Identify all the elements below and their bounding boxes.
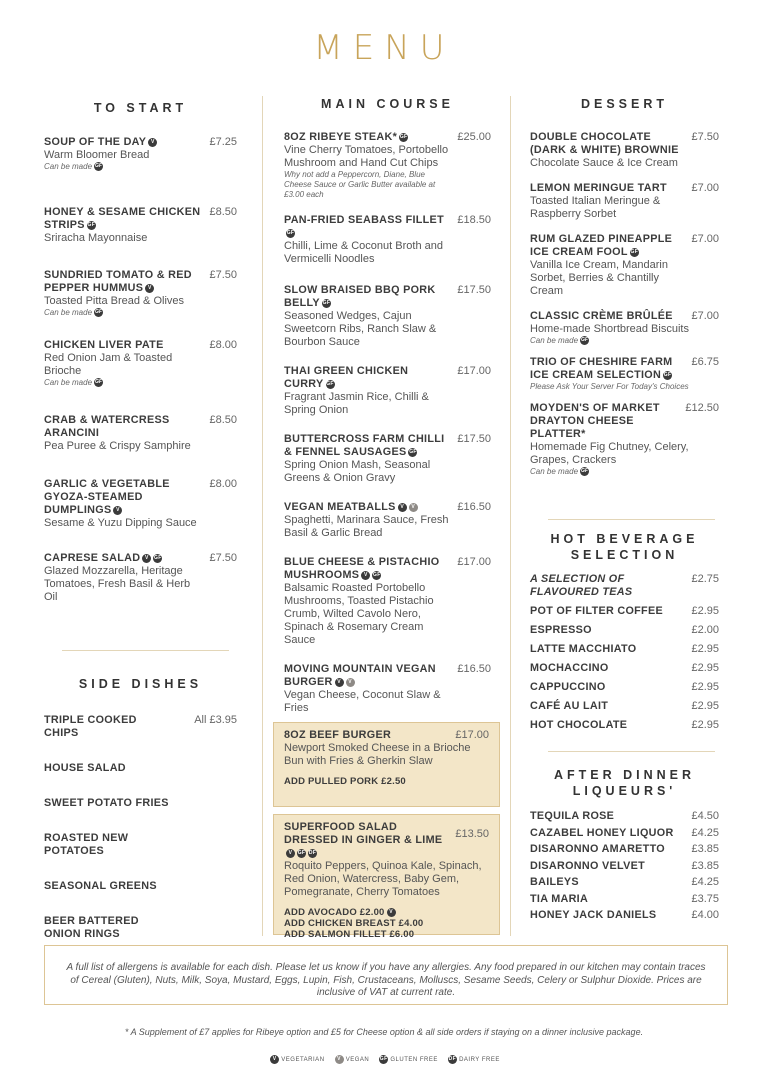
- item-description: Vine Cherry Tomatoes, Portobello Mushroom and Hand Cut Chips: [284, 144, 449, 169]
- side-dish-item: SEASONAL GREENS: [44, 880, 157, 892]
- dessert-list: [530, 131, 719, 477]
- liqueur-price: £4.50: [691, 810, 719, 822]
- menu-item: [530, 402, 719, 477]
- item-price: £16.50: [457, 663, 491, 675]
- gluten-free-badge-icon: GF: [95, 163, 102, 170]
- addon-item: [284, 776, 489, 787]
- item-description: Roquito Peppers, Quinoa Kale, Spinach, Red Onion, Watercress, Baby Gem, Pomegranate, Cherry Tomatoes: [284, 860, 482, 898]
- item-name: [44, 478, 204, 517]
- liqueur-price: £4.25: [691, 876, 719, 888]
- beef-burger-box: [273, 722, 500, 807]
- item-price: £7.50: [209, 269, 237, 281]
- item-price: £18.50: [457, 214, 491, 226]
- addon-item: [284, 907, 489, 918]
- allergen-notice-text: A full list of allergens is available for each dish. Please let us know if you have any allergies. Any food prepared in our kitchen may contain traces of Cereal (Gluten), Nuts, Milk, Soya, Mustard, Eggs, Lupin, Fish, Crustaceans, Molluscs, Sesame Seeds, Celery or Sulphur Dioxide. Prices are inclusive of VAT at current rate.: [66, 962, 706, 998]
- item-name-text: TRIO OF CHESHIRE FARM ICE CREAM SELECTION: [530, 356, 673, 381]
- legend-label: DAIRY FREE: [456, 1057, 500, 1064]
- beverage-price: £2.95: [691, 605, 719, 617]
- allergen-notice: [44, 945, 728, 1005]
- item-name-text: PAN-FRIED SEABASS FILLET: [284, 214, 444, 226]
- menu-item: [284, 365, 491, 417]
- side-dishes-price: All £3.95: [194, 714, 237, 726]
- item-price: £8.00: [209, 478, 237, 490]
- side-dish-item: HOUSE SALAD: [44, 762, 126, 774]
- item-description: Warm Bloomer Bread: [44, 149, 150, 161]
- gluten-free-badge-icon: GF: [379, 1056, 388, 1062]
- beverage-name: POT OF FILTER COFFEE: [530, 605, 663, 617]
- item-name-text: DOUBLE CHOCOLATE (DARK & WHITE) BROWNIE: [530, 131, 679, 156]
- liqueur-price: £3.85: [691, 843, 719, 855]
- vegetarian-badge-icon: V: [145, 284, 154, 293]
- legend-item: [377, 1057, 438, 1063]
- item-name-text: BLUE CHEESE & PISTACHIO MUSHROOMS: [284, 556, 440, 581]
- item-description: Sriracha Mayonnaise: [44, 232, 148, 244]
- vegan-badge-icon: V: [346, 678, 355, 687]
- beverage-name: MOCHACCINO: [530, 662, 609, 674]
- item-name: [284, 729, 449, 742]
- item-price: £7.50: [209, 552, 237, 564]
- item-description: Seasoned Wedges, Cajun Sweetcorn Ribs, Ranch Slaw & Bourbon Sauce: [284, 310, 437, 348]
- beverage-name: ESPRESSO: [530, 624, 592, 636]
- item-price: £8.00: [209, 339, 237, 351]
- beverage-price: £2.95: [691, 719, 719, 731]
- liqueur-item: [530, 843, 719, 860]
- beverage-price: £2.95: [691, 700, 719, 712]
- vegetarian-badge-icon: V: [335, 678, 344, 687]
- addon-item: [284, 918, 489, 929]
- main-course-list: [284, 131, 491, 715]
- beverage-price: £2.00: [691, 624, 719, 636]
- item-name-text: SOUP OF THE DAY: [44, 136, 147, 148]
- vegetarian-badge-icon: V: [113, 506, 122, 515]
- gluten-free-badge-icon: GF: [373, 571, 381, 578]
- gluten-free-badge-icon: GF: [409, 448, 417, 455]
- menu-item: [44, 339, 237, 388]
- item-name: [284, 501, 449, 514]
- beverage-item: [530, 719, 719, 738]
- item-note: [530, 336, 690, 346]
- item-price: £25.00: [457, 131, 491, 143]
- vegetarian-badge-icon: V: [398, 503, 407, 512]
- menu-item: [44, 478, 237, 530]
- item-description: Vanilla Ice Cream, Mandarin Sorbet, Berries & Chantilly Cream: [530, 259, 668, 297]
- item-description: Chocolate Sauce & Ice Cream: [530, 157, 678, 169]
- item-name: [284, 214, 449, 240]
- item-description: Homemade Fig Chutney, Celery, Grapes, Crackers: [530, 441, 689, 466]
- item-description: Newport Smoked Cheese in a Brioche Bun with Fries & Gherkin Slaw: [284, 742, 471, 767]
- item-name-text: VEGAN MEATBALLS: [284, 501, 396, 513]
- liqueur-item: [530, 909, 719, 926]
- beverage-item: [530, 643, 719, 662]
- item-price: £17.50: [457, 433, 491, 445]
- beverage-price: £2.75: [691, 573, 719, 585]
- addon-text: ADD CHICKEN BREAST £4.00: [284, 918, 424, 929]
- item-name: [530, 402, 690, 441]
- item-price: £8.50: [209, 206, 237, 218]
- item-name-text: MOYDEN'S OF MARKET DRAYTON CHEESE PLATTER*: [530, 402, 660, 440]
- beverage-price: £2.95: [691, 681, 719, 693]
- item-price: £7.25: [209, 136, 237, 148]
- item-price: £8.50: [209, 414, 237, 426]
- item-name-text: MOVING MOUNTAIN VEGAN BURGER: [284, 663, 436, 688]
- item-name: [284, 821, 449, 860]
- item-description: Toasted Italian Meringue & Raspberry Sorbet: [530, 195, 661, 220]
- beverage-price: £2.95: [691, 643, 719, 655]
- gluten-free-badge-icon: GF: [95, 309, 102, 316]
- beverage-name: CAPPUCCINO: [530, 681, 606, 693]
- item-name: [44, 136, 204, 149]
- dietary-legend: [0, 1055, 768, 1064]
- item-note-text: Can be made: [530, 336, 579, 345]
- item-description: Balsamic Roasted Portobello Mushrooms, Toasted Pistachio Crumb, Wilted Cavolo Nero, Spinach & Rosemary Cream Sauce: [284, 582, 434, 646]
- item-note-text: Can be made: [530, 467, 579, 476]
- liqueur-name: HONEY JACK DANIELS: [530, 909, 657, 921]
- page-title: MENU: [313, 28, 455, 68]
- menu-item: [284, 214, 491, 266]
- item-price: £17.50: [457, 284, 491, 296]
- item-name: [44, 269, 204, 295]
- gluten-free-badge-icon: GF: [399, 133, 408, 140]
- menu-item: [530, 182, 719, 221]
- superfood-salad-box: [273, 814, 500, 940]
- item-name: [44, 414, 204, 440]
- item-name-text: HONEY & SESAME CHICKEN STRIPS: [44, 206, 201, 231]
- gluten-free-badge-icon: GF: [663, 371, 672, 378]
- item-price: £17.00: [457, 556, 491, 568]
- liqueur-item: [530, 860, 719, 877]
- item-name-text: BUTTERCROSS FARM CHILLI & FENNEL SAUSAGES: [284, 433, 445, 458]
- liqueur-name: DISARONNO VELVET: [530, 859, 645, 872]
- beverage-item: [530, 681, 719, 700]
- menu-item: [284, 501, 491, 540]
- liqueur-price: £4.00: [691, 909, 719, 921]
- legend-item: [446, 1057, 500, 1063]
- liqueur-price: £3.75: [691, 892, 719, 905]
- item-name: [44, 552, 204, 565]
- dairy-free-badge-icon: DF: [448, 1056, 457, 1062]
- menu-item: [530, 356, 719, 392]
- addons: [284, 776, 489, 787]
- section-heading-to-start: TO START: [93, 101, 188, 115]
- gluten-free-badge-icon: GF: [322, 299, 331, 306]
- item-name-text: CRAB & WATERCRESS ARANCINI: [44, 414, 170, 439]
- liqueur-price: £4.25: [691, 826, 719, 839]
- beverage-item: [530, 700, 719, 719]
- section-heading-dessert: DESSERT: [580, 97, 669, 111]
- liqueur-price: £3.85: [691, 859, 719, 872]
- beverage-item: [530, 605, 719, 624]
- gluten-free-badge-icon: GF: [297, 849, 306, 856]
- menu-item: [284, 556, 491, 647]
- vegetarian-badge-icon: V: [142, 554, 151, 563]
- gluten-free-badge-icon: GF: [154, 554, 162, 561]
- vegan-badge-icon: V: [409, 503, 418, 512]
- item-note-text: Can be made: [44, 162, 93, 171]
- hot-beverage-section: [530, 531, 719, 738]
- item-price: £12.50: [685, 402, 719, 414]
- liqueur-name: TIA MARIA: [530, 892, 589, 905]
- beverage-price: £2.95: [691, 662, 719, 674]
- beverage-name: A SELECTION OF FLAVOURED TEAS: [530, 573, 633, 598]
- menu-item: [44, 136, 237, 172]
- item-price: £7.00: [691, 182, 719, 194]
- item-price: £13.50: [455, 828, 489, 840]
- addon-text: ADD PULLED PORK £2.50: [284, 776, 406, 787]
- item-note-text: Please Ask Your Server For Today's Choices: [530, 382, 689, 391]
- gluten-free-badge-icon: GF: [95, 379, 102, 386]
- vegetarian-badge-icon: V: [286, 849, 295, 858]
- addon-text: ADD SALMON FILLET £6.00: [284, 929, 415, 940]
- dairy-free-badge-icon: DF: [308, 849, 317, 856]
- item-name-text: 8OZ RIBEYE STEAK*: [284, 131, 398, 143]
- item-note: [530, 382, 690, 392]
- beverage-item: [530, 624, 719, 643]
- side-dish-item: ROASTED NEW POTATOES: [44, 832, 129, 857]
- to-start-list: [44, 136, 237, 604]
- liqueur-name: CAZABEL HONEY LIQUOR: [530, 826, 674, 839]
- item-note-text: Can be made: [44, 308, 93, 317]
- legend-item: [333, 1057, 370, 1063]
- hot-beverage-divider: [548, 519, 715, 520]
- menu-item: [284, 284, 491, 349]
- item-description: Red Onion Jam & Toasted Brioche: [44, 352, 173, 377]
- menu-item: [44, 552, 237, 604]
- item-name-text: SUNDRIED TOMATO & RED PEPPER HUMMUS: [44, 269, 192, 294]
- item-price: £6.75: [691, 356, 719, 368]
- menu-item: [44, 269, 237, 318]
- item-name: [284, 556, 449, 582]
- gluten-free-badge-icon: GF: [326, 380, 334, 387]
- item-name: [530, 233, 690, 259]
- item-name: [284, 284, 449, 310]
- liqueur-name: DISARONNO AMARETTO: [530, 843, 665, 855]
- liqueur-item: [530, 810, 719, 827]
- item-note: [284, 170, 449, 200]
- item-name: [530, 310, 690, 323]
- item-name: [284, 365, 449, 391]
- gluten-free-badge-icon: GF: [87, 221, 96, 228]
- item-description: Spaghetti, Marinara Sauce, Fresh Basil & Garlic Bread: [284, 514, 449, 539]
- item-name: [284, 663, 449, 689]
- beverage-name: LATTE MACCHIATO: [530, 643, 637, 655]
- gluten-free-badge-icon: GF: [581, 337, 588, 344]
- liqueurs-divider: [548, 751, 715, 752]
- menu-item: [44, 206, 237, 245]
- addon-text: ADD AVOCADO £2.00: [284, 907, 385, 918]
- menu-item: [530, 131, 719, 170]
- section-heading-hot-beverage: HOT BEVERAGE SELECTION: [550, 532, 699, 562]
- vegan-badge-icon: V: [335, 1055, 344, 1064]
- item-name-text: THAI GREEN CHICKEN CURRY: [284, 365, 409, 390]
- beverage-name: CAFÉ AU LAIT: [530, 700, 609, 712]
- item-description: Spring Onion Mash, Seasonal Greens & Onion Gravy: [284, 459, 431, 484]
- side-dish-item: SWEET POTATO FRIES: [44, 797, 169, 809]
- item-name-text: CHICKEN LIVER PATE: [44, 339, 164, 351]
- item-note-text: Why not add a Peppercorn, Diane, Blue Cheese Sauce or Garlic Butter available at £3.00 each: [284, 170, 436, 199]
- item-price: £7.50: [691, 131, 719, 143]
- column-divider-right: [510, 96, 511, 936]
- side-dishes-list: [44, 714, 237, 941]
- gluten-free-badge-icon: GF: [286, 229, 295, 236]
- column-middle: [284, 96, 491, 715]
- legend-label: VEGAN: [343, 1057, 370, 1064]
- beverage-item: [530, 662, 719, 681]
- item-name-text: CLASSIC CRÈME BRÛLÉE: [530, 310, 673, 322]
- liqueurs-section: [530, 767, 719, 926]
- item-name-text: LEMON MERINGUE TART: [530, 182, 667, 194]
- supplement-note: * A Supplement of £7 applies for Ribeye option and £5 for Cheese option & all side orders if staying on a dinner inclusive package.: [124, 1027, 644, 1037]
- section-heading-side-dishes: SIDE DISHES: [78, 677, 203, 691]
- vegetarian-badge-icon: V: [361, 571, 370, 580]
- menu-item: [530, 310, 719, 346]
- item-price: £16.50: [457, 501, 491, 513]
- column-left: [44, 96, 237, 604]
- item-name-text: GARLIC & VEGETABLE GYOZA-STEAMED DUMPLINGS: [44, 478, 170, 516]
- addon-item: [284, 929, 489, 940]
- item-name-text: SUPERFOOD SALAD DRESSED IN GINGER & LIME: [284, 821, 443, 846]
- beverage-item: [530, 573, 719, 605]
- hot-beverage-list: [530, 573, 719, 738]
- item-note: [530, 467, 690, 477]
- item-description: Vegan Cheese, Coconut Slaw & Fries: [284, 689, 441, 714]
- side-dishes-section: [44, 676, 237, 963]
- item-description: Toasted Pitta Bread & Olives: [44, 295, 185, 307]
- vegetarian-badge-icon: V: [387, 908, 396, 917]
- item-price: £17.00: [455, 729, 489, 741]
- gluten-free-badge-icon: GF: [630, 248, 639, 255]
- legend-label: VEGETARIAN: [279, 1057, 325, 1064]
- item-note-text: Can be made: [44, 378, 93, 387]
- liqueur-item: [530, 876, 719, 893]
- column-divider-left: [262, 96, 263, 936]
- liqueur-name: TEQUILA ROSE: [530, 810, 615, 822]
- item-description: Pea Puree & Crispy Samphire: [44, 440, 191, 452]
- beverage-name: HOT CHOCOLATE: [530, 719, 628, 731]
- liqueur-item: [530, 827, 719, 844]
- item-note: [44, 308, 204, 318]
- item-price: £17.00: [457, 365, 491, 377]
- item-name-text: SLOW BRAISED BBQ PORK BELLY: [284, 284, 436, 309]
- item-price: £7.00: [691, 310, 719, 322]
- item-name: [284, 131, 449, 144]
- item-name: [44, 206, 204, 232]
- column-right: [530, 96, 719, 477]
- item-name: [530, 131, 690, 157]
- item-note: [44, 162, 204, 172]
- vegetarian-badge-icon: V: [270, 1055, 279, 1064]
- menu-item: [284, 663, 491, 715]
- liqueur-item: [530, 893, 719, 910]
- item-name: [530, 356, 690, 382]
- menu-item: [44, 414, 237, 453]
- legend-label: GLUTEN FREE: [388, 1057, 438, 1064]
- item-name-text: RUM GLAZED PINEAPPLE ICE CREAM FOOL: [530, 233, 673, 258]
- item-name: [44, 339, 204, 352]
- liqueurs-list: [530, 810, 719, 926]
- side-dish-item: BEER BATTERED ONION RINGS: [44, 915, 139, 940]
- item-name-text: CAPRESE SALAD: [44, 552, 141, 564]
- vegetarian-badge-icon: V: [148, 138, 157, 147]
- item-description: Chilli, Lime & Coconut Broth and Vermicelli Noodles: [284, 240, 443, 265]
- item-name: [284, 433, 449, 459]
- item-description: Fragrant Jasmin Rice, Chilli & Spring Onion: [284, 391, 429, 416]
- addons: [284, 907, 489, 940]
- section-heading-main-course: MAIN COURSE: [321, 97, 454, 111]
- item-price: £7.00: [691, 233, 719, 245]
- item-name: [530, 182, 690, 195]
- side-dish-item: TRIPLE COOKED CHIPS: [44, 714, 137, 739]
- menu-item: [284, 131, 491, 200]
- menu-item: [284, 433, 491, 485]
- item-description: Glazed Mozzarella, Heritage Tomatoes, Fresh Basil & Herb Oil: [44, 565, 191, 603]
- section-heading-liqueurs: AFTER DINNER LIQUEURS': [553, 768, 696, 798]
- item-description: Home-made Shortbread Biscuits: [530, 323, 689, 335]
- item-name-text: 8OZ BEEF BURGER: [284, 729, 392, 741]
- item-description: Sesame & Yuzu Dipping Sauce: [44, 517, 197, 529]
- legend-item: [268, 1057, 324, 1063]
- menu-item: [530, 233, 719, 298]
- liqueur-name: BAILEYS: [530, 876, 579, 888]
- item-note: [44, 378, 204, 388]
- gluten-free-badge-icon: GF: [581, 468, 588, 475]
- side-dishes-divider: [62, 650, 229, 651]
